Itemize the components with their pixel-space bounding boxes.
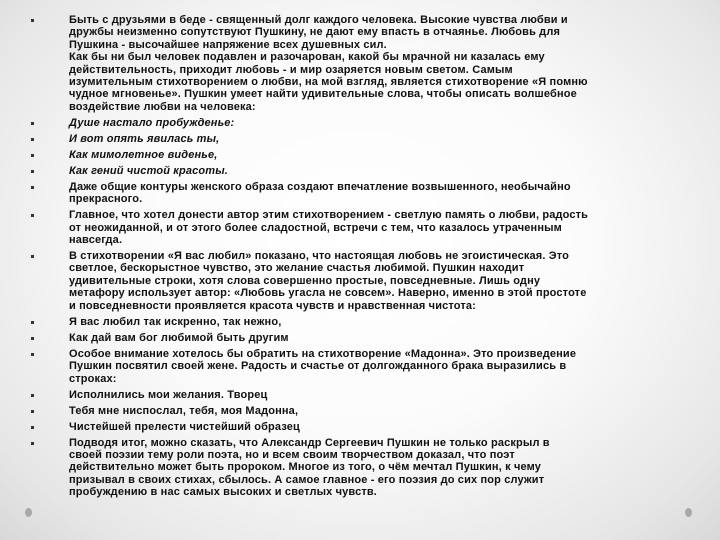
corner-dot-right: [685, 508, 692, 517]
bullet-text-line: от неожиданной, и от этого более сладостной, встречи с тем, что казалось утраченным: [69, 221, 562, 234]
bullet-icon: [31, 122, 34, 125]
bullet-icon: [31, 353, 34, 356]
bullet-text-line: Как гений чистой красоты.: [69, 164, 228, 177]
bullet-text-line: Как дай вам бог любимой быть другим: [69, 331, 289, 344]
bullet-icon: [31, 214, 34, 217]
bullet-text-line: Чистейшей прелести чистейший образец: [69, 420, 300, 433]
bullet-icon: [31, 154, 34, 157]
bullet-icon: [31, 394, 34, 397]
bullet-text-line: прекрасного.: [69, 193, 143, 206]
bullet-text-line: Особое внимание хотелось бы обратить на стихотворение «Мадонна». Это произведение: [69, 347, 577, 360]
bullet-item: [0, 250, 720, 312]
bullet-text-line: светлое, бескорыстное чувство, это желание счастья любимой. Пушкин находит: [69, 262, 525, 275]
slide-content: [0, 14, 720, 502]
bullet-text-line: Я вас любил так искренно, так нежно,: [69, 315, 282, 328]
bullet-text-line: чудное мгновенье». Пушкин умеет найти удивительные слова, чтобы описать волшебное: [69, 88, 577, 101]
bullet-text-line: своей поэзии тему роли поэта, но и всем своим творчеством доказал, что поэт: [69, 448, 515, 461]
corner-dot-left: [25, 508, 32, 517]
bullet-text-line: действительно может быть пророком. Многое из того, о чём мечтал Пушкин, к чему: [69, 461, 542, 474]
bullet-text-line: В стихотворении «Я вас любил» показано, что настоящая любовь не эгоистическая. Это: [69, 250, 569, 263]
bullet-item: [0, 405, 720, 417]
bullet-text-line: удивительные строки, хотя слова совершенно простые, повседневные. Лишь одну: [69, 274, 541, 287]
bullet-text-line: пробуждению в нас самых высоких и светлых чувств.: [69, 486, 377, 499]
bullet-item: [0, 389, 720, 401]
bullet-item: [0, 149, 720, 161]
bullet-text-line: Исполнились мои желания. Творец: [69, 388, 268, 401]
bullet-list: [0, 14, 720, 499]
bullet-icon: [31, 337, 34, 340]
bullet-item: [0, 348, 720, 385]
bullet-text-line: Подводя итог, можно сказать, что Александр Сергеевич Пушкин не только раскрыл в: [69, 436, 550, 449]
bullet-icon: [31, 170, 34, 173]
bullet-item: [0, 14, 720, 113]
bullet-icon: [31, 426, 34, 429]
bullet-item: [0, 316, 720, 328]
bullet-text-line: действительность, приходит любовь - и мир озаряется новым светом. Самым: [69, 63, 513, 76]
bullet-item: [0, 181, 720, 206]
bullet-item: [0, 117, 720, 129]
bullet-item: [0, 165, 720, 177]
bullet-text-line: И вот опять явилась ты,: [69, 132, 220, 145]
bullet-text-line: Как мимолетное виденье,: [69, 148, 218, 161]
bullet-text-line: строках:: [69, 372, 117, 385]
bullet-text-line: метафору использует автор: «Любовь угасла не совсем». Наверно, именно в этой простоте: [69, 287, 587, 300]
bullet-text-line: навсегда.: [69, 234, 123, 247]
bullet-text-line: призывал в своих стихах, сбылось. А самое главное - его поэзия до сих пор служит: [69, 473, 545, 486]
bullet-icon: [31, 186, 34, 189]
bullet-text-line: Пушкин посвятил своей жене. Радость и счастье от долгожданного брака выразились в: [69, 360, 567, 373]
bullet-text-line: Душе настало пробужденье:: [69, 116, 235, 129]
bullet-text-line: изумительным стихотворением о любви, на мой взгляд, является стихотворение «Я помню: [69, 76, 588, 89]
bullet-icon: [31, 19, 34, 22]
bullet-item: [0, 437, 720, 499]
bullet-text-line: Тебя мне ниспослал, тебя, моя Мадонна,: [69, 404, 299, 417]
bullet-text-line: Как бы ни был человек подавлен и разочарован, какой бы мрачной ни казалась ему: [69, 51, 545, 64]
bullet-text-line: и повседневности проявляется красота чувств и нравственная чистота:: [69, 299, 477, 312]
bullet-icon: [31, 255, 34, 258]
bullet-item: [0, 332, 720, 344]
bullet-text-line: дружбы неизменно сопутствуют Пушкину, не дают ему впасть в отчаянье. Любовь для: [69, 26, 561, 39]
bullet-icon: [31, 138, 34, 141]
bullet-text-line: Пушкина - высочайшее напряжение всех душевных сил.: [69, 38, 387, 51]
bullet-icon: [31, 410, 34, 413]
bullet-text-line: воздействие любви на человека:: [69, 100, 256, 113]
bullet-item: [0, 209, 720, 246]
bullet-text-line: Даже общие контуры женского образа создают впечатление возвышенного, необычайно: [69, 180, 571, 193]
bullet-text-line: Главное, что хотел донести автор этим стихотворением - светлую память о любви, радость: [69, 209, 589, 222]
bullet-item: [0, 133, 720, 145]
bullet-icon: [31, 321, 34, 324]
bullet-icon: [31, 442, 34, 445]
bullet-item: [0, 421, 720, 433]
bullet-text-line: Быть с друзьями в беде - священный долг каждого человека. Высокие чувства любви и: [69, 14, 568, 26]
